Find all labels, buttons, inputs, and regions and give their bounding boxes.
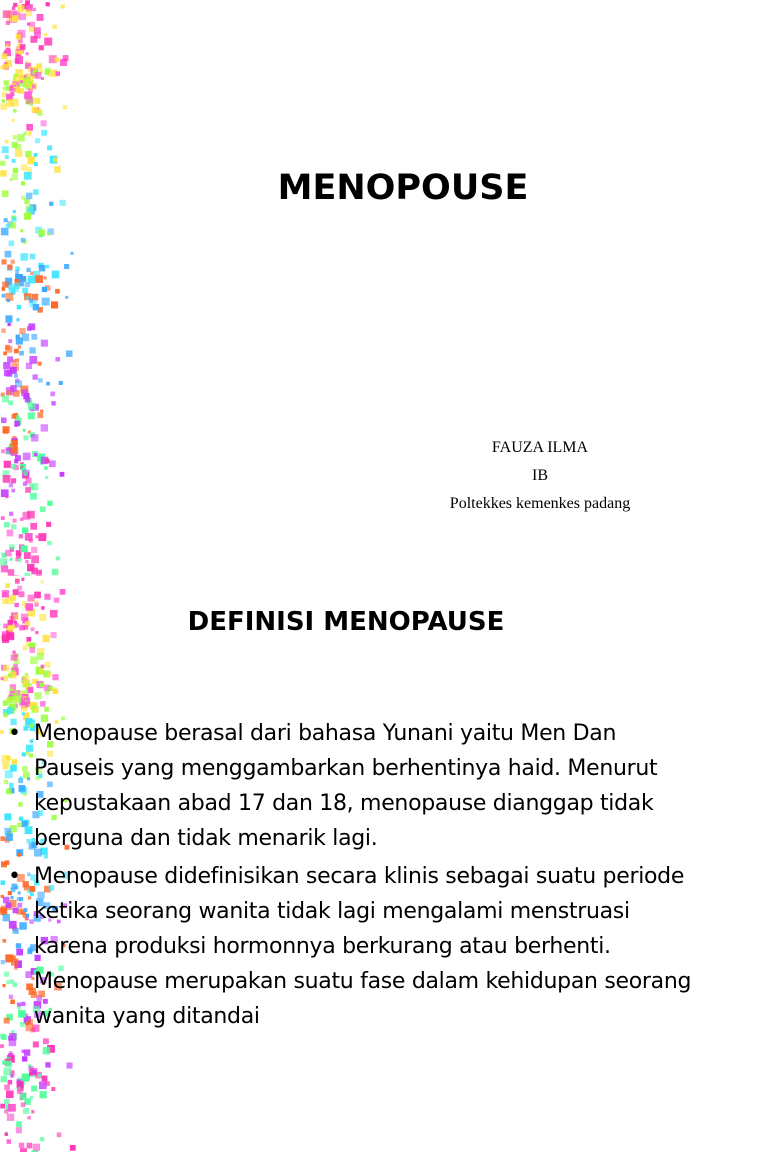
author-class: IB <box>400 462 680 490</box>
author-name: FAUZA ILMA <box>400 434 680 462</box>
bullet-item <box>0 716 700 856</box>
bullet-text: Menopause berasal dari bahasa Yunani yaitu Men Dan Pauseis yang menggambarkan berhentinya haid. Menurut kepustakaan abad 17 dan 18, menopause dianggap tidak berguna dan tidak menarik lagi. <box>34 721 657 851</box>
definition-heading: DEFINISI MENOPAUSE <box>160 607 532 637</box>
presentation-title: MENOPOUSE <box>0 168 768 208</box>
definition-bullet-list <box>0 716 700 1037</box>
bullet-text: Menopause didefinisikan secara klinis sebagai suatu periode ketika seorang wanita tidak lagi mengalami menstruasi karena produksi hormonnya berkurang atau berhenti. Menopause merupakan suatu fase dalam kehidupan seorang wanita yang ditandai <box>34 864 691 1029</box>
bullet-marker: • <box>8 859 21 894</box>
bullet-item <box>0 859 700 1034</box>
confetti-border-decoration <box>0 0 80 576</box>
author-block <box>400 434 680 518</box>
author-institution: Poltekkes kemenkes padang <box>400 490 680 518</box>
bullet-marker: • <box>8 716 21 751</box>
